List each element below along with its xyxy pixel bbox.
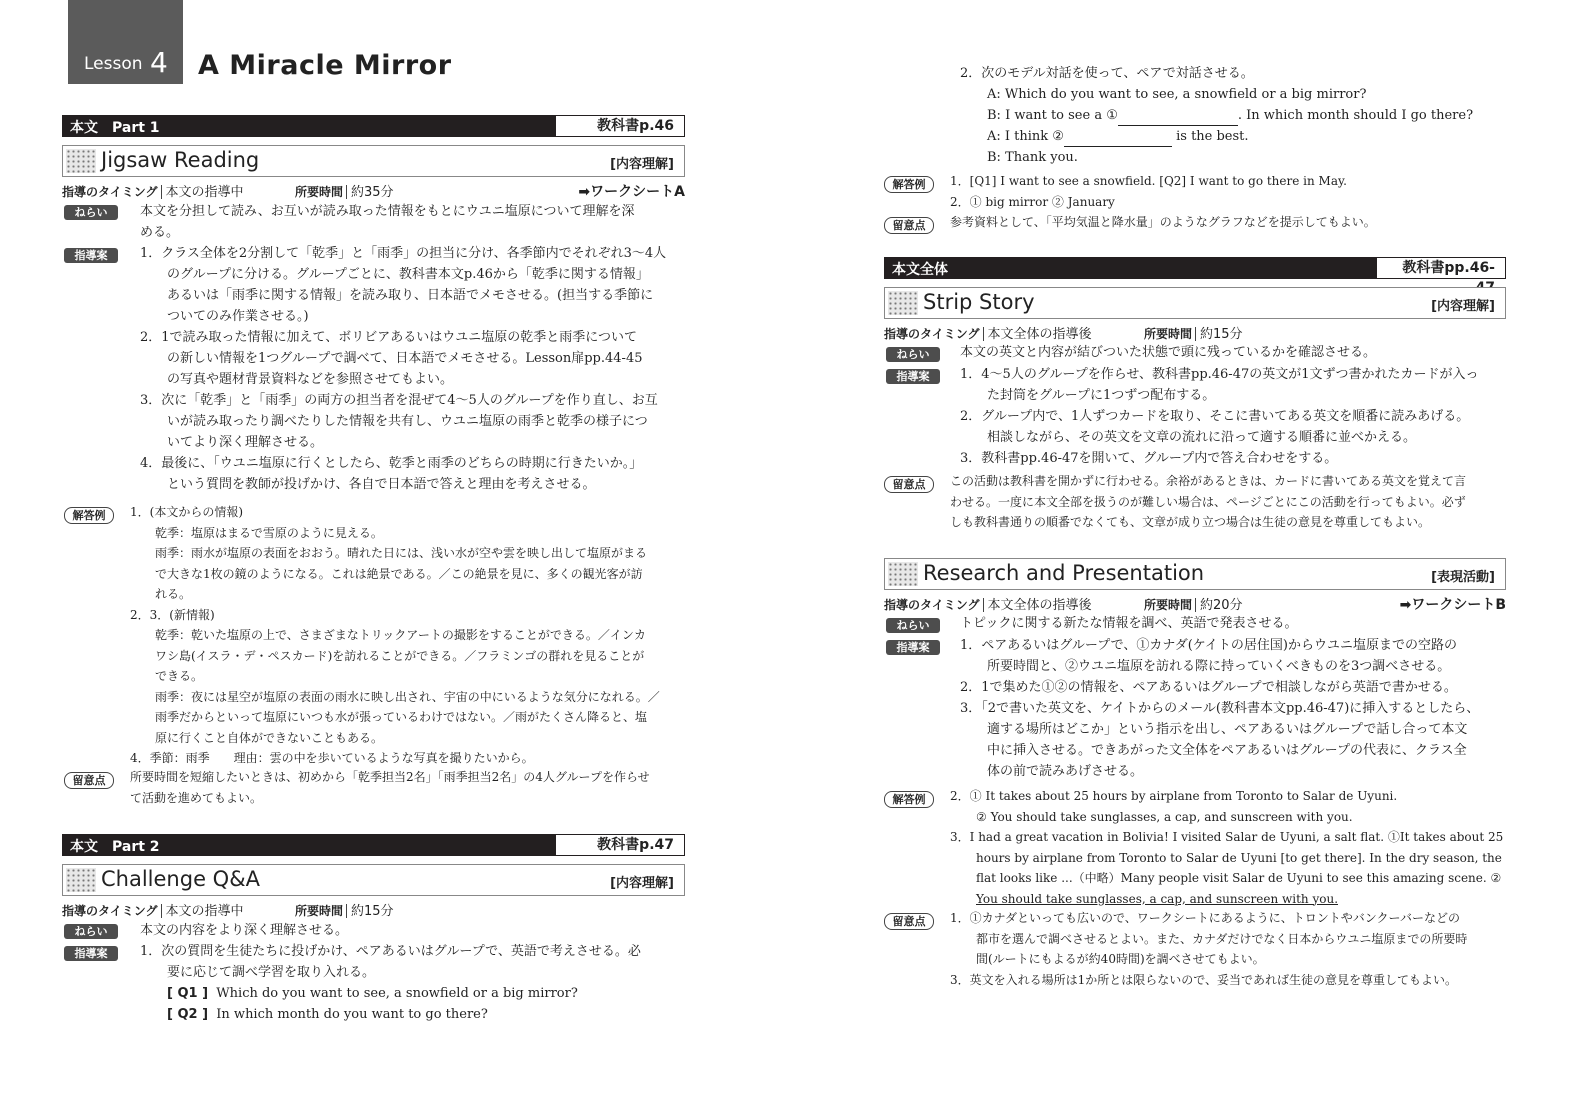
activity-category: [内容理解]	[1431, 299, 1495, 314]
lesson-word: Lesson	[84, 54, 143, 74]
activity-title-jigsaw	[62, 145, 685, 177]
worksheet-link: ➡ワークシートB	[1399, 597, 1506, 613]
blank-1	[1118, 111, 1238, 126]
activity-name: Jigsaw Reading	[101, 148, 260, 172]
dialogue-line: is the best.	[1171, 129, 1249, 144]
time-key: 所要時間	[1144, 327, 1196, 341]
q2-text: In which month do you want to go there?	[216, 1007, 488, 1022]
time-value: 約20分	[1200, 598, 1243, 613]
q1-key: [ Q1 ]	[167, 986, 209, 1001]
activity-name: Challenge Q&A	[101, 867, 260, 891]
note-text	[950, 471, 1466, 533]
text-line: 2．1で集めた①②の情報を、ペアあるいはグループで相談しながら英語で書かせる。	[960, 680, 1457, 695]
note-label: 留意点	[884, 217, 934, 234]
textbook-ref: 教科書p.46	[555, 115, 685, 137]
activity-category: [表現活動]	[1431, 570, 1495, 585]
answer-label: 解答例	[884, 176, 934, 193]
time-value: 約35分	[351, 185, 394, 200]
text-line: hours by airplane from Toronto to Salar de Uyuni [to get there]. In the dry season, the	[976, 850, 1502, 865]
section-bar-part1	[62, 115, 685, 137]
timing-key: 指導のタイミング	[884, 598, 984, 612]
text-line: いてより深く理解させる。	[167, 435, 324, 450]
note-label: 留意点	[64, 772, 114, 789]
text-line: ワシ島(イスラ・デ・ペスカード)を訪れることができる。／フラミンゴの群れを見ることが	[155, 648, 645, 663]
text-line: の写真や題材背景資料などを参照させてもよい。	[167, 372, 454, 387]
activity-category: [内容理解]	[610, 876, 674, 891]
plan-label: 指導案	[886, 369, 940, 384]
aim-label: ねらい	[886, 618, 940, 633]
text-line: 2．3．(新情報)	[130, 607, 215, 622]
plan-text	[960, 364, 1479, 469]
time-value: 約15分	[351, 904, 394, 919]
activity-title-research	[884, 558, 1506, 590]
plan-label: 指導案	[886, 640, 940, 655]
activity-title-challenge	[62, 864, 685, 896]
aim-text: 本文の内容をより深く理解させる。	[140, 923, 349, 938]
time-key: 所要時間	[295, 185, 347, 199]
text-line: 所要時間と、②ウユニ塩原を訪れる際に持っていくべきものを3つ調べさせる。	[987, 659, 1451, 674]
text-line: 1．4〜5人のグループを作らせ、教科書pp.46-47の英文が1文ずつ書かれたカードが入っ	[960, 367, 1479, 382]
text-line: わせる。一度に本文全部を扱うのが難しい場合は、ページごとにこの活動を行ってもよい。必ず	[950, 494, 1466, 509]
text-line: れる。	[155, 587, 192, 601]
dots-icon	[66, 149, 96, 173]
aim-text: トピックに関する新たな情報を調べ、英語で発表させる。	[960, 616, 1298, 631]
text-line: 乾季：乾いた塩原の上で、さまざまなトリックアートの撮影をすることができる。／インカ	[155, 628, 646, 642]
text-line: 1．ペアあるいはグループで、①カナダ(ケイトの居住国)からウユニ塩原までの空路の	[960, 638, 1457, 653]
textbook-ref: 教科書pp.46-	[1376, 257, 1506, 279]
aim-label: ねらい	[64, 924, 118, 939]
text-line: 4．最後に、「ウユニ塩原に行くとしたら、乾季と雨季のどちらの時期に行きたいか。」	[140, 456, 643, 471]
time-key: 所要時間	[295, 904, 347, 918]
text-line: 1．①カナダといっても広いので、ワークシートにあるように、トロントやバンクーバーなどの	[950, 911, 1460, 925]
plan-text	[960, 635, 1479, 782]
note-text	[950, 908, 1467, 990]
text-line: この活動は教科書を開かずに行わせる。余裕があるときは、カードに書いてある英文を覚えて言	[950, 474, 1467, 488]
lesson-number: 4	[150, 46, 168, 79]
text-line: しも教科書通りの順番でなくても、文章が成り立つ場合は生徒の意見を尊重してもよい。	[950, 515, 1431, 529]
text-line: You should take sunglasses, a cap, and sunscreen with you.	[976, 891, 1339, 906]
text-line: 本文を分担して読み、お互いが読み取った情報をもとにウユニ塩原について理解を深	[140, 204, 635, 219]
text-line: 相談しながら、その英文を文章の流れに沿って適する順番に並べかえる。	[987, 430, 1417, 445]
text-line: 都市を選んで調べさせるとよい。また、カナダだけでなく日本からウユニ塩原までの所要時	[976, 931, 1468, 946]
answer-text	[950, 171, 1347, 212]
aim-label: ねらい	[64, 205, 118, 220]
note-text: 参考資料として、「平均気温と降水量」のようなグラフなどを提示してもよい。	[950, 215, 1376, 229]
text-line: める。	[140, 225, 180, 240]
text-line: できる。	[155, 669, 204, 683]
text-line: 1．次の質問を生徒たちに投げかけ、ペアあるいはグループで、英語で考えさせる。必	[140, 944, 641, 959]
text-line: 1．[Q1] I want to see a snowfield. [Q2] I want to go there in May.	[950, 174, 1347, 188]
plan-label: 指導案	[64, 248, 118, 263]
dialogue-line: A: I think ②	[987, 129, 1064, 144]
section-label: 本文 Part 2	[70, 839, 160, 855]
text-line: のグループに分ける。グループごとに、教科書本文p.46から「乾季に関する情報」	[167, 267, 649, 282]
text-line: 原に行くこと自体ができないこともある。	[155, 730, 384, 745]
note-label: 留意点	[884, 913, 934, 930]
text-line: の新しい情報を1つグループで調べて、日本語でメモさせる。Lesson扉pp.44-45	[167, 351, 643, 366]
text-line: て活動を進めてもよい。	[130, 790, 263, 805]
time-key: 所要時間	[1144, 598, 1196, 612]
answer-label: 解答例	[64, 507, 114, 524]
text-line: 体の前で読みあげさせる。	[987, 764, 1144, 779]
text-line: 所要時間を短縮したいときは、初めから「乾季担当2名」「雨季担当2名」の4人グループを作らせ	[130, 770, 650, 784]
section-bar-whole	[884, 257, 1506, 279]
text-line: 乾季：塩原はまるで雪原のように見える。	[155, 525, 383, 540]
timing-row	[62, 900, 685, 919]
activity-title-strip	[884, 287, 1506, 319]
text-line: 要に応じて調べ学習を取り入れる。	[167, 965, 376, 980]
text-line: 3．英文を入れる場所は1か所とは限らないので、妥当であれば生徒の意見を尊重してもよい。	[950, 972, 1458, 987]
blank-2	[1064, 132, 1172, 147]
dialogue-block	[960, 63, 1473, 168]
text-line: 3．教科書pp.46-47を開いて、グループ内で答え合わせをする。	[960, 451, 1338, 466]
answer-text	[130, 502, 660, 769]
text-line: flat looks like ...（中略）Many people visit Salar de Uyuni to see this amazing scene. ②	[976, 871, 1502, 885]
worksheet-link: ➡ワークシートA	[578, 184, 685, 200]
section-label: 本文 Part 1	[70, 120, 160, 136]
activity-name: Strip Story	[923, 290, 1035, 314]
text-line: 2．次のモデル対話を使って、ペアで対話させる。	[960, 66, 1254, 81]
dialogue-line: B: I want to see a ①	[987, 108, 1118, 123]
timing-row	[62, 181, 685, 200]
text-line: で大きな1枚の鏡のようになる。これは絶景である。／この絶景を見に、多くの観光客が訪	[155, 566, 643, 581]
dots-icon	[888, 562, 918, 586]
text-line: 3．次に「乾季」と「雨季」の両方の担当者を混ぜて4〜5人のグループを作り直し、お互	[140, 393, 658, 408]
plan-label: 指導案	[64, 946, 118, 961]
text-line: ② You should take sunglasses, a cap, and sunscreen with you.	[976, 809, 1353, 824]
text-line: 雨季：雨水が塩原の表面をおおう。晴れた日には、浅い水が空や雲を映し出して塩原がまる	[155, 546, 648, 560]
q2-key: [ Q2 ]	[167, 1007, 209, 1022]
note-text	[130, 767, 650, 808]
text-line: 2．グループ内で、1人ずつカードを取り、そこに書いてある英文を順番に読みあげる。	[960, 409, 1470, 424]
timing-key: 指導のタイミング	[884, 327, 984, 341]
activity-name: Research and Presentation	[923, 561, 1205, 585]
text-line: という質問を教師が投げかけ、各自で日本語で答えと理由を考えさせる。	[167, 477, 596, 492]
time-value: 約15分	[1200, 327, 1243, 342]
text-line: 雨季だからといって塩原にいつも水が張っているわけではない。／雨がたくさん降ると、塩	[155, 710, 648, 724]
text-line: た封筒をグループに1つずつ配布する。	[987, 388, 1216, 403]
dialogue-line: B: Thank you.	[987, 150, 1078, 165]
timing-row	[884, 594, 1506, 613]
timing-value: 本文全体の指導後	[987, 598, 1092, 613]
section-label: 本文全体	[892, 262, 948, 278]
text-line: 4．季節：雨季 理由：雲の中を歩いているような写真を撮りたいから。	[130, 751, 534, 765]
aim-text	[140, 201, 635, 243]
timing-key: 指導のタイミング	[62, 904, 162, 918]
text-line: 2．1で読み取った情報に加えて、ボリビアあるいはウユニ塩原の乾季と雨季について	[140, 330, 638, 345]
timing-value: 本文全体の指導後	[987, 327, 1092, 342]
dialogue-line: . In which month should I go there?	[1237, 108, 1474, 123]
plan-text	[140, 243, 666, 495]
activity-category: [内容理解]	[610, 157, 674, 172]
aim-text: 本文の英文と内容が結びついた状態で頭に残っているかを確認させる。	[960, 345, 1377, 360]
answer-text	[950, 786, 1503, 909]
text-line: いが読み取ったり調べたりした情報を共有し、ウユニ塩原の雨季と乾季の様子につ	[167, 414, 648, 429]
timing-value: 本文の指導中	[165, 904, 244, 919]
text-line: 1．(本文からの情報)	[130, 505, 243, 519]
plan-text	[140, 941, 641, 1025]
answer-label: 解答例	[884, 791, 934, 808]
text-line: ついてのみ作業させる。)	[167, 309, 309, 324]
text-line: 2．① It takes about 25 hours by airplane from Toronto to Salar de Uyuni.	[950, 789, 1398, 803]
textbook-ref: 教科書p.47	[555, 834, 685, 856]
text-line: 中に挿入させる。できあがった文全体をペアあるいはグループの代表に、クラス全	[987, 743, 1467, 758]
text-line: 2．① big mirror ② January	[950, 194, 1115, 209]
lesson-title: A Miracle Mirror	[198, 50, 452, 81]
dialogue-line: A: Which do you want to see, a snowfield or a big mirror?	[987, 87, 1367, 102]
dots-icon	[888, 291, 918, 315]
text-line: 雨季：夜には星空が塩原の表面の雨水に映し出され、宇宙の中にいるような気分になれる。／	[155, 689, 660, 704]
text-line: あるいは「雨季に関する情報」を読み取り、日本語でメモさせる。(担当する季節に	[167, 288, 654, 303]
note-label: 留意点	[884, 476, 934, 493]
text-line: 間(ルートにもよるが約40時間)を調べさせてもよい。	[976, 952, 1265, 966]
text-line: 3．I had a great vacation in Bolivia! I visited Salar de Uyuni, a salt flat. ①It takes about 25	[950, 830, 1504, 844]
section-bar-part2	[62, 834, 685, 856]
timing-row	[884, 323, 1506, 342]
text-line: 3．「2で書いた英文を、ケイトからのメール(教科書本文pp.46-47)に挿入するとしたら、	[960, 701, 1480, 716]
lesson-badge	[68, 0, 183, 84]
dots-icon	[66, 868, 96, 892]
text-line: 適する場所はどこか」という指示を出し、ペアあるいはグループで話し合って本文	[987, 722, 1468, 737]
timing-key: 指導のタイミング	[62, 185, 162, 199]
aim-label: ねらい	[886, 347, 940, 362]
timing-value: 本文の指導中	[165, 185, 244, 200]
text-line: 1．クラス全体を2分割して「乾季」と「雨季」の担当に分け、各季節内でそれぞれ3〜4人	[140, 246, 667, 261]
q1-text: Which do you want to see, a snowfield or a big mirror?	[216, 986, 578, 1001]
